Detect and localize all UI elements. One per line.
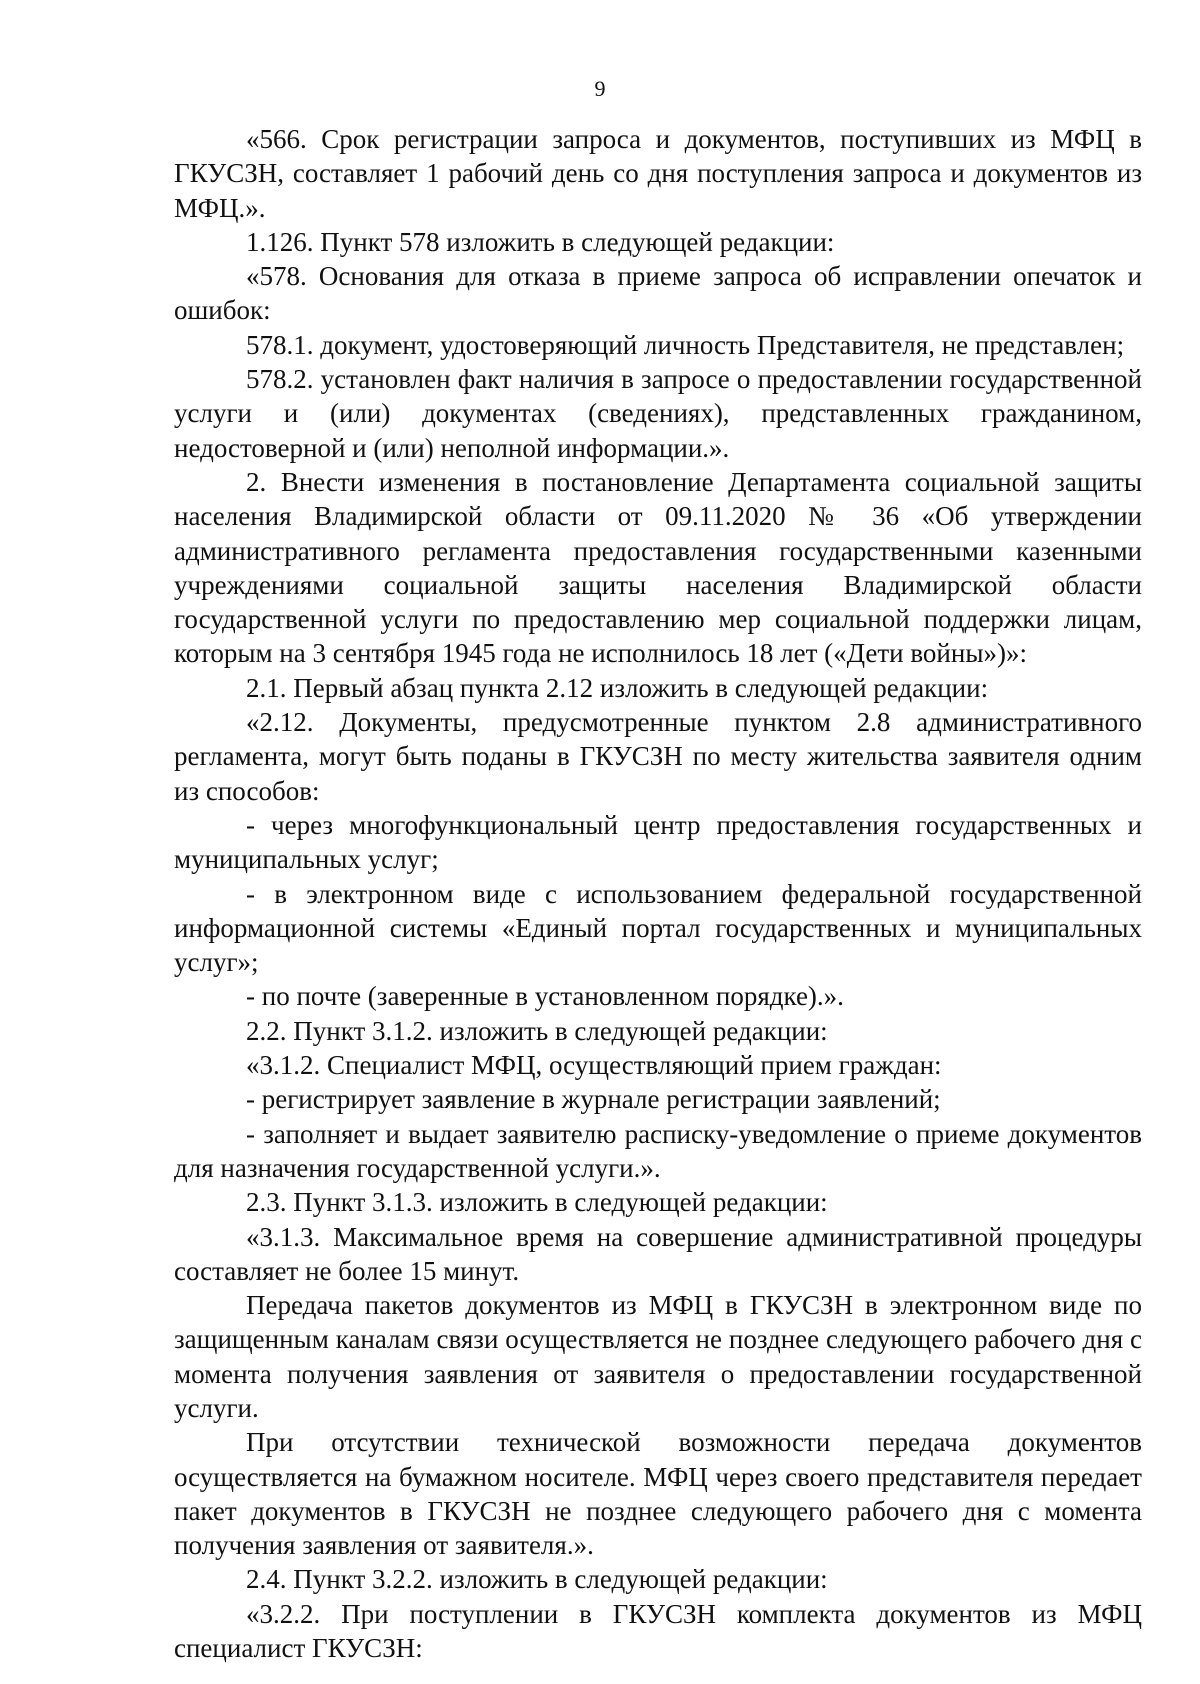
- paragraph: «3.1.3. Максимальное время на совершение административной процедуры составляет не более 15 минут.: [174, 1221, 1142, 1286]
- paragraph: «2.12. Документы, предусмотренные пунктом 2.8 административного регламента, могут быть поданы в ГКУСЗН по месту жительства заявителя одним из способов:: [174, 707, 1142, 806]
- paragraph: - в электронном виде с использованием федеральной государственной информационной системы «Единый портал государственных и муниципальных услуг»;: [174, 878, 1142, 978]
- paragraph: 578.1. документ, удостоверяющий личность Представителя, не представлен;: [246, 329, 1125, 360]
- paragraph: Передача пакетов документов из МФЦ в ГКУСЗН в электронном виде по защищенным каналам связи осуществляется не позднее следующего рабочего дня с момента получения заявления от заявителя о предоставлении государственной услуги.: [174, 1290, 1142, 1423]
- paragraph: 2.3. Пункт 3.1.3. изложить в следующей редакции:: [246, 1187, 828, 1218]
- paragraph: «3.1.2. Специалист МФЦ, осуществляющий прием граждан:: [246, 1050, 942, 1081]
- paragraph: «566. Срок регистрации запроса и документов, поступивших из МФЦ в ГКУСЗН, составляет 1 рабочий день со дня поступления запроса и документов из МФЦ.».: [174, 124, 1142, 223]
- paragraph: - регистрирует заявление в журнале регистрации заявлений;: [246, 1084, 941, 1115]
- paragraph: 2.4. Пункт 3.2.2. изложить в следующей редакции:: [246, 1564, 828, 1595]
- page-number: 9: [594, 76, 606, 101]
- paragraph: При отсутствии технической возможности передача документов осуществляется на бумажном носителе. МФЦ через своего представителя передает пакет документов в ГКУСЗН не позднее следующего рабочего дня с момента получения заявления от заявителя.».: [174, 1427, 1142, 1561]
- paragraph: - через многофункциональный центр предоставления государственных и муниципальных услуг;: [174, 809, 1142, 875]
- paragraph: 578.2. установлен факт наличия в запросе о предоставлении государственной услуги и (или) документах (сведениях), представленных гражданином, недостоверной и (или) неполной информации.».: [174, 364, 1142, 463]
- paragraph: «3.2.2. При поступлении в ГКУСЗН комплекта документов из МФЦ специалист ГКУСЗН:: [174, 1598, 1142, 1664]
- paragraph: - заполняет и выдает заявителю расписку-уведомление о приеме документов для назначения государственной услуги.».: [174, 1118, 1142, 1183]
- document-body: [174, 122, 1142, 1665]
- paragraph: 2.2. Пункт 3.1.2. изложить в следующей редакции:: [246, 1015, 828, 1046]
- paragraph: «578. Основания для отказа в приеме запроса об исправлении опечаток и ошибок:: [174, 261, 1142, 326]
- paragraph: 2.1. Первый абзац пункта 2.12 изложить в следующей редакции:: [246, 672, 989, 703]
- paragraph: - по почте (заверенные в установленном порядке).».: [246, 981, 844, 1012]
- paragraph: 2. Внести изменения в постановление Департамента социальной защиты населения Владимирской области от 09.11.2020 № 36 «Об утверждении административного регламента предоставления государственными казенными учреждениями социальной защиты населения Владимирской области государственной услуги по предоставлению мер социальной поддержки лицам, которым на 3 сентября 1945 года не исполнилось 18 лет («Дети войны»)»:: [174, 466, 1142, 669]
- paragraph: 1.126. Пункт 578 изложить в следующей редакции:: [246, 226, 835, 257]
